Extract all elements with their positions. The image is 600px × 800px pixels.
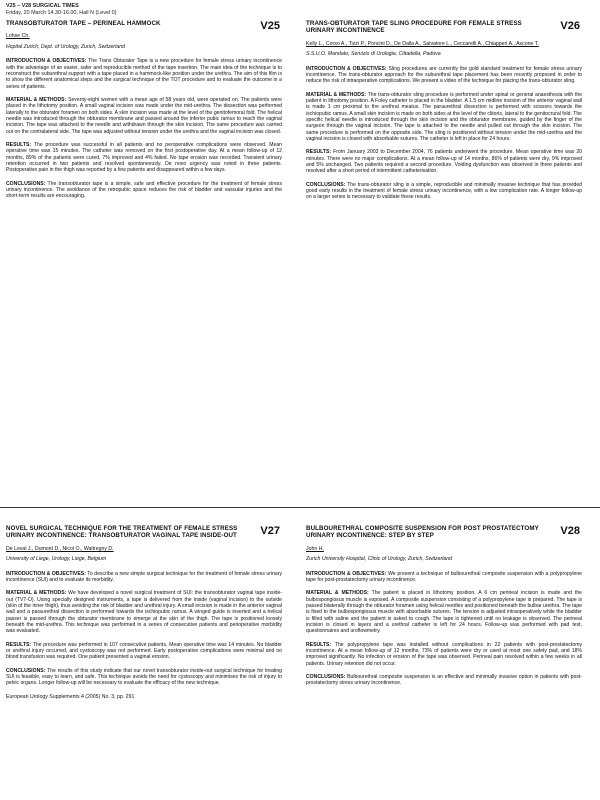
section-results: RESULTS: The procedure was performed in 107 consecutive patients. Mean operative time was 14 minutes. No bladder or urethral injury occurred, and cystoscopy was not performed. Early postoperative complications were minimal and no blood transfusion was required. One patient presented a vaginal erosion. (6, 641, 282, 661)
session-title: V25 – V28 SURGICAL TIMES (6, 3, 79, 9)
abstract-title: BULBOURETHRAL COMPOSITE SUSPENSION FOR POST PROSTATECTOMY URINARY INCONTINENCE: STEP BY STEP (306, 525, 539, 540)
session-time: Friday, 20 March 14.30-16.00, Hall N (Level 0) (6, 10, 117, 16)
abstract-affiliation: University of Liege, Urology, Liege, Belgium (6, 556, 107, 563)
section-introduction: INTRODUCTION & OBJECTIVES: Sling procedures are currently the gold standard treatment for female stress urinary incontinence. The trans-obturator approach for the suburethral tape placement has been recently proposed in order to reduce the risk of intraoperative complications. We present a video of the technique for placing the trans-obturator sling. (306, 65, 582, 85)
abstract-authors: Kelly L., Corso A., Tizzi P., Poncini D., De Dalla A., Salvatore L., Ceccarelli A., Chiapperi A., Ascone T. (306, 40, 539, 47)
abstract-number: V28 (560, 525, 580, 537)
abstract-number: V26 (560, 20, 580, 32)
section-results: RESULTS: From January 2003 to December 2004, 76 patients underwent the procedure. Mean operative time was 20 minutes. There were no major complications. At a mean follow-up of 14 months, 86% of patients were dry, 9% improved and 5% unchanged. Two patients required a second procedure. Voiding dysfunction was observed in three patients and resolved after a short period of intermittent catheterisation. (306, 149, 582, 175)
section-conclusions: CONCLUSIONS: The trans-obturator sling is a simple, reproducible and minimally invasive technique that has provided good early results in the treatment of female stress urinary incontinence, with a low complication rate. A longer follow-up on a larger series is necessary to validate these results. (306, 181, 582, 201)
section-introduction: INTRODUCTION & OBJECTIVES: To describe a new simple surgical technique for the treatment of female stress urinary incontinence (SUI) and to evaluate its morbidity. (6, 570, 282, 583)
abstract-authors: John H. (306, 545, 324, 552)
abstract-authors: De Leval J., Dumont D., Nicol O., Waltregny D. (6, 545, 114, 552)
abstract-title: NOVEL SURGICAL TECHNIQUE FOR THE TREATMENT OF FEMALE STRESS URINARY INCONTINENCE: TRANSOBTURATOR VAGINAL TAPE INSIDE-OUT (6, 525, 238, 540)
section-conclusions: CONCLUSIONS: The transobturator tape is a simple, safe and effective procedure for the treatment of female stress urinary incontinence. The avoidance of the retropubic space reduces the risk of bladder and vascular injuries and the short-term results are encouraging. (6, 180, 282, 200)
abstract-affiliation: Zurich University Hospital, Clinic of Urology, Zurich, Switzerland (306, 556, 453, 563)
section-introduction: INTRODUCTION & OBJECTIVES: We present a technique of bulbourethral composite suspension with a polypropylene tape for post-prostatectomy urinary incontinence. (306, 570, 582, 583)
abstract-v26 (306, 20, 582, 507)
section-results: RESULTS: The polypropylene tape was installed without complications in 22 patients with post-prostatectomy incontinence. At a mean follow-up of 12 months, 73% of patients were dry or used at most one safety pad, and 18% improved significantly. No infection or erosion of the tape was observed. Perineal pain resolved within a few weeks in all patients. Urinary retention did not occur. (306, 641, 582, 667)
section-methods: MATERIAL & METHODS: Seventy-eight women with a mean age of 58 years old, were operated on. The patients were placed in the lithotomy position. A small vaginal incision was made under the mid-urethra. The dissection was performed laterally to the obturator foramen on both sides. A skin incision was made at the level of the genitofemoral fold. The helical needle was introduced through the obturator membrane and passed around the inferior pubic ramus to reach the vaginal incision. The tape was attached to the needle and withdrawn through the skin incision. The same procedure was carried out on the contralateral side. The tape was adjusted without tension under the urethra and the vaginal incision was closed. (6, 96, 282, 135)
abstract-affiliation: S.S.U.O. Mandato, Servizio di Urologia, Cittadella, Padova (306, 51, 441, 58)
abstract-number: V25 (260, 20, 280, 32)
section-results: RESULTS: The procedure was successful in all patients and no peroperative complications were observed. Mean operative time was 15 minutes. The catheter was removed on the first postoperative day. At a mean follow-up of 12 months, 89% of the patients were cured, 7% improved and 4% failed. No tape erosion was recorded. Transient urinary retention occurred in two patients and resolved spontaneously. De novo urgency was noted in three patients. Postoperative pain in the thigh was reported by a few patients and disappeared within a few days. (6, 142, 282, 174)
abstract-number: V27 (260, 525, 280, 537)
section-conclusions: CONCLUSIONS: The results of this study indicate that our novel transobturator inside-out surgical technique for treating SUI is feasible, easy to learn, and safe. This technique avoids the need for cystoscopy and minimises the risk of injury to pelvic organs. Longer follow-up will be necessary to evaluate the efficacy of the new technique. (6, 667, 282, 687)
page-header (6, 3, 306, 17)
section-conclusions: CONCLUSIONS: Bulbourethral composite suspension is an effective and minimally invasive option in patients with post-prostatectomy stress urinary incontinence. (306, 674, 582, 687)
abstract-title: TRANS-OBTURATOR TAPE SLING PROCEDURE FOR FEMALE STRESS URINARY INCONTINENCE (306, 20, 522, 35)
journal-footer: European Urology Supplements 4 (2005) No. 3, pp. 291 (6, 693, 135, 700)
abstract-title: TRANSOBTURATOR TAPE – PERINEAL HAMMOCK (6, 20, 161, 27)
section-divider (0, 507, 600, 508)
abstract-affiliation: Hopital Zurich, Dept. of Urology, Zurich, Switzerland (6, 43, 125, 50)
section-methods: MATERIAL & METHODS: The trans-obturator sling procedure is performed under spinal or general anaesthesia with the patient in lithotomy position. A Foley catheter is placed in the bladder. A 1.5 cm midline incision of the anterior vaginal wall is made 1 cm proximal to the urethral meatus. The paraurethral dissection is performed with scissors towards the ischiopubic ramus. A small skin incision is made on both sides at the level of the clitoris, lateral to the genitocrural fold. The specific helical needle is introduced through the skin incision and the obturator membrane, guided by the finger of the surgeon through the vaginal incision. The tape is attached to the needle and pulled out through the skin incision. The same procedure is performed on the opposite side. The sling is positioned without tension under the mid-urethra and the vaginal incision is closed with absorbable sutures. The catheter is left in place for 24 hours. (306, 91, 582, 143)
section-introduction: INTRODUCTION & OBJECTIVES: The Trans Obturator Tape is a new procedure for female stress urinary incontinence with the advantage of an easier, safer and reproducible method of the tape insertion. The main idea of the technique is to reconstruct the suburethral support with a tape placed in a hammock-like position under the urethra. The aim of this film is to show the different anatomical steps and the surgical technique of the TOT procedure and to evaluate the outcome in a series of patients. (6, 58, 282, 90)
abstract-v25 (6, 20, 282, 507)
abstract-v28 (306, 525, 582, 793)
section-methods: MATERIAL & METHODS: We have developed a novel surgical treatment of SUI: the transobturator vaginal tape inside-out (TVT-O). Using specially designed instruments, a tape is delivered from the inside (vaginal incision) to the outside (skin of the inner thigh), thus avoiding the risk of bladder and urethral injury. A small incision is made in the anterior vaginal wall and a paraurethral dissection is performed towards the ischiopubic ramus. A winged guide is inserted and a helical passer is passed through the obturator membrane to emerge at the skin of the thigh. The tape is positioned loosely beneath the mid-urethra. This technique was performed in a series of consecutive patients and perioperative morbidity was evaluated. (6, 590, 282, 635)
abstract-v27 (6, 525, 282, 793)
section-methods: MATERIAL & METHODS: The patient is placed in lithotomy position. A 6 cm perineal incision is made and the bulbospongiosus muscle is exposed. A composite suspension consisting of a polypropylene tape is prepared. The tape is passed bilaterally through the obturator foramen using helical needles and positioned beneath the bulbar urethra. The tape is fixed to the bulbospongiosus muscle with absorbable sutures. The tension is adjusted intraoperatively while the bladder is filled with saline and the patient is asked to cough. The tape is tightened until no leakage is observed. The perineal incision is closed in layers and a urethral catheter is left for 24 hours. Follow-up was performed with pad test, questionnaires and uroflowmetry. (306, 590, 582, 635)
abstract-authors: Lohse Ch. (6, 33, 30, 40)
